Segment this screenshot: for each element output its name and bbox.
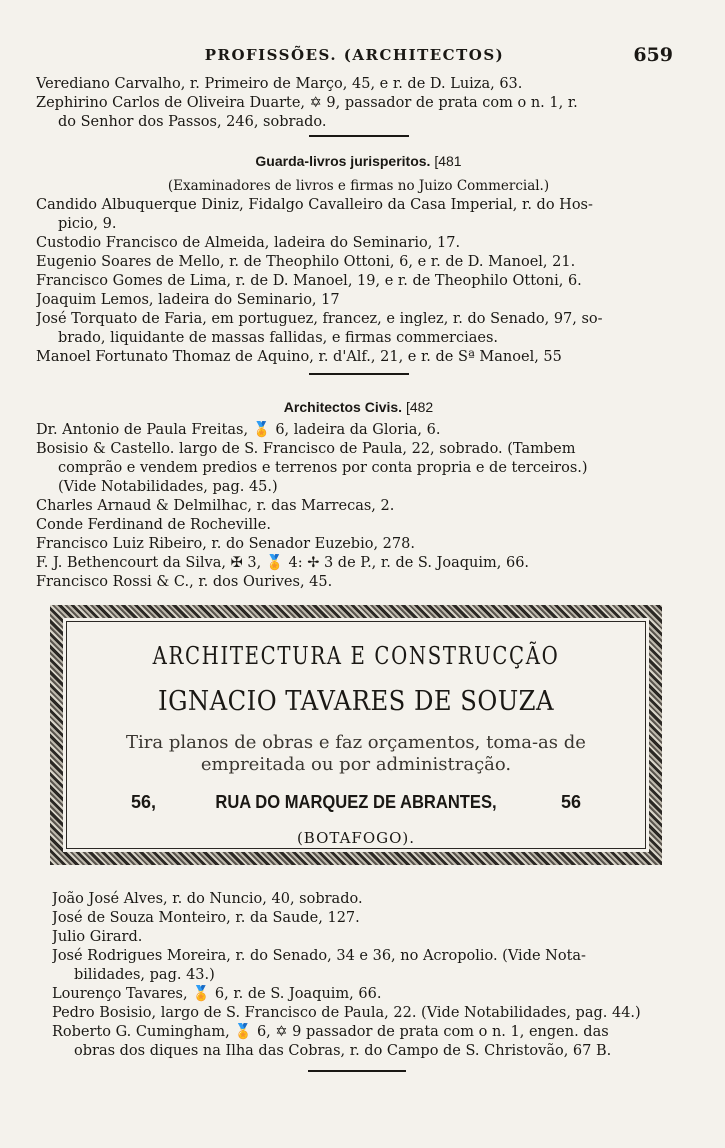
ad-street: RUA DO MARQUEZ DE ABRANTES, xyxy=(215,792,497,812)
entry-line: Conde Ferdinand de Rocheville. xyxy=(36,517,272,533)
section-guarda-livros xyxy=(36,152,681,378)
entry-line: do Senhor dos Passos, 246, sobrado. xyxy=(58,114,327,130)
entry-line: Joaquim Lemos, ladeira do Seminario, 17 xyxy=(36,292,340,308)
entry-line: José Torquato de Faria, em portuguez, francez, e inglez, r. do Senado, 97, so- xyxy=(36,311,603,327)
entry-line: Francisco Gomes de Lima, r. de D. Manoel, 19, e r. de Theophilo Ottoni, 6. xyxy=(36,273,582,289)
entry-line: Pedro Bosisio, largo de S. Francisco de Paula, 22. (Vide Notabilidades, pag. 44.) xyxy=(52,1005,641,1021)
ad-number-left: 56, xyxy=(131,792,157,812)
entry-line: Julio Girard. xyxy=(52,929,143,945)
entry-line: José de Souza Monteiro, r. da Saude, 127. xyxy=(52,910,360,926)
entry-line: Francisco Luiz Ribeiro, r. do Senador Euzebio, 278. xyxy=(36,536,415,552)
section-title: Guarda-livros jurisperitos. xyxy=(255,153,431,169)
entry-line: bilidades, pag. 43.) xyxy=(74,967,215,983)
section-title: Architectos Civis. xyxy=(283,399,403,415)
entry-line: Dr. Antonio de Paula Freitas, 🏅 6, ladeira da Gloria, 6. xyxy=(36,422,441,438)
section-heading xyxy=(36,398,681,417)
entry-line: José Rodrigues Moreira, r. do Senado, 34 e 36, no Acropolio. (Vide Nota- xyxy=(52,948,586,964)
section-subtitle: (Examinadores de livros e firmas no Juizo Commercial.) xyxy=(167,178,550,194)
entry-line: João José Alves, r. do Nuncio, 40, sobrado. xyxy=(52,891,363,907)
section-divider xyxy=(309,135,409,137)
ad-number-right: 56 xyxy=(560,792,581,812)
entry-line: obras dos diques na Ilha das Cobras, r. do Campo de S. Christovão, 67 B. xyxy=(74,1043,612,1059)
ad-description xyxy=(67,732,645,776)
entry-line: picio, 9. xyxy=(58,216,117,232)
section-architectos-civis xyxy=(36,398,681,592)
page-number: 659 xyxy=(633,44,673,66)
section-number: [481 xyxy=(434,153,462,169)
entry-line: F. J. Bethencourt da Silva, ✠ 3, 🏅 4: ✢ 3 de P., r. de S. Joaquim, 66. xyxy=(36,555,530,571)
entry-line: Bosisio & Castello. largo de S. Francisco de Paula, 22, sobrado. (Tambem xyxy=(36,441,576,457)
top-entries xyxy=(36,75,681,140)
entry-line: Verediano Carvalho, r. Primeiro de Março, 45, e r. de D. Luiza, 63. xyxy=(36,76,523,92)
entry-line: brado, liquidante de massas fallidas, e firmas commerciaes. xyxy=(58,330,498,346)
entry-line: Lourenço Tavares, 🏅 6, r. de S. Joaquim, 66. xyxy=(52,986,382,1002)
after-ad-entries xyxy=(52,890,682,1061)
entry-line: comprão e vendem predios e terrenos por conta propria e de terceiros.) xyxy=(58,460,588,476)
ad-description-line: Tira planos de obras e faz orçamentos, toma-as de xyxy=(126,732,586,753)
section-heading xyxy=(36,152,681,171)
entry-line: Eugenio Soares de Mello, r. de Theophilo Ottoni, 6, e r. de D. Manoel, 21. xyxy=(36,254,576,270)
section-divider xyxy=(309,373,409,375)
advertisement-box xyxy=(50,605,662,865)
entry-line: (Vide Notabilidades, pag. 45.) xyxy=(58,479,278,495)
entry-line: Roberto G. Cumingham, 🏅 6, ✡ 9 passador de prata com o n. 1, engen. das xyxy=(52,1024,609,1040)
section-number: [482 xyxy=(405,399,434,415)
ad-heading: ARCHITECTURA E CONSTRUCÇÃO xyxy=(152,642,560,670)
ad-company-name: IGNACIO TAVARES DE SOUZA xyxy=(158,686,554,717)
page-header xyxy=(36,44,673,66)
entry-line: Francisco Rossi & C., r. dos Ourives, 45. xyxy=(36,574,333,590)
entry-line: Zephirino Carlos de Oliveira Duarte, ✡ 9, passador de prata com o n. 1, r. xyxy=(36,95,578,111)
entry-line: Manoel Fortunato Thomaz de Aquino, r. d'Alf., 21, e r. de Sª Manoel, 55 xyxy=(36,349,562,365)
entry-line: Candido Albuquerque Diniz, Fidalgo Cavalleiro da Casa Imperial, r. do Hos- xyxy=(36,197,593,213)
ad-description-line: empreitada ou por administração. xyxy=(200,754,512,775)
ad-district: (BOTAFOGO). xyxy=(296,829,416,847)
entry-line: Custodio Francisco de Almeida, ladeira do Seminario, 17. xyxy=(36,235,461,251)
running-title: PROFISSÕES. (ARCHITECTOS) xyxy=(204,46,505,64)
page-end-rule xyxy=(308,1070,406,1072)
entry-line: Charles Arnaud & Delmilhac, r. das Marrecas, 2. xyxy=(36,498,395,514)
ad-inner-border xyxy=(66,621,646,849)
